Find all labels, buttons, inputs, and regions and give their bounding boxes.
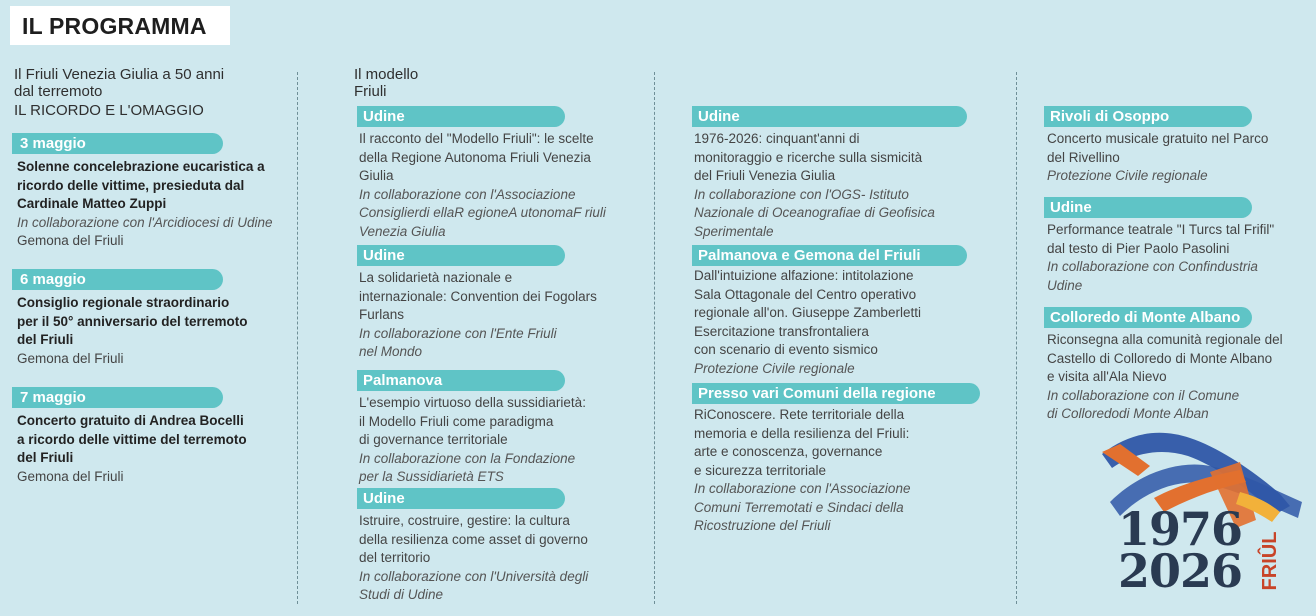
event-block: [692, 106, 992, 241]
event-text: del Rivellino: [1047, 149, 1120, 165]
event-partner: In collaborazione con Confindustria: [1047, 259, 1258, 274]
date-tag: 3 maggio: [12, 133, 223, 154]
column-modello: [354, 66, 634, 100]
page-title: IL PROGRAMMA: [10, 6, 230, 45]
column-divider: [654, 72, 655, 604]
place-tag: Colloredo di Monte Albano: [1044, 307, 1252, 328]
event-text: Giulia: [359, 168, 394, 183]
event-partner: Comuni Terremotati e Sindaci della: [694, 499, 904, 515]
event-text: RiConoscere. Rete territoriale della: [694, 407, 905, 422]
event-partner: Udine: [1047, 277, 1083, 293]
event-title: ricordo delle vittime, presieduta dal: [17, 177, 245, 193]
event-partner: In collaborazione con l'OGS- Istituto: [694, 186, 909, 202]
event-text: Performance teatrale "I Turcs tal Frifil": [1047, 222, 1275, 237]
event-block: [12, 269, 282, 368]
event-text: del Friuli Venezia Giulia: [694, 168, 836, 183]
event-place: Gemona del Friuli: [17, 233, 124, 248]
anniversary-logo: [1090, 432, 1316, 611]
event-text: il Modello Friuli come paradigma: [359, 413, 554, 429]
intro-line: Il modello: [354, 66, 419, 83]
event-text: Sala Ottagonale del Centro operativo: [694, 286, 917, 302]
event-partner: Venezia Giulia: [359, 223, 446, 239]
section-subtitle: IL RICORDO E L'OMAGGIO: [14, 102, 204, 119]
event-text: arte e conoscenza, governance: [694, 444, 883, 459]
event-text: del territorio: [359, 550, 431, 565]
event-block: [692, 245, 992, 378]
event-block: [12, 133, 282, 251]
event-partner: Studi di Udine: [359, 587, 444, 602]
place-tag: Udine: [692, 106, 967, 127]
place-tag: Presso vari Comuni della regione: [692, 383, 980, 404]
event-title: Consiglio regionale straordinario: [17, 295, 230, 310]
event-text: Istruire, costruire, gestire: la cultura: [359, 513, 570, 528]
event-text: di governance territoriale: [359, 432, 508, 447]
event-text: 1976-2026: cinquant'anni di: [694, 131, 860, 146]
event-title: Solenne concelebrazione eucaristica a: [17, 159, 265, 174]
event-block: [1044, 106, 1309, 186]
event-partner: In collaborazione con l'Ente Friuli: [359, 325, 557, 341]
event-partner: In collaborazione con l'Arcidiocesi di Udine: [17, 214, 273, 230]
year-start: 1976: [1118, 502, 1243, 556]
event-block: [357, 370, 642, 487]
event-partner: In collaborazione con la Fondazione: [359, 450, 576, 466]
event-text: Furlans: [359, 307, 405, 322]
friul-wordmark: FRIÛL: [1259, 531, 1281, 591]
event-text: Dall'intuizione alfazione: intitolazione: [694, 268, 914, 283]
event-partner: In collaborazione con l'Università degli: [359, 568, 589, 584]
column-intro: [354, 66, 634, 100]
event-partner: di Colloredodi Monte Alban: [1047, 406, 1209, 421]
place-tag: Udine: [357, 488, 565, 509]
event-text: Riconsegna alla comunità regionale del: [1047, 332, 1283, 347]
event-partner: nel Mondo: [359, 344, 423, 359]
event-text: Castello di Colloredo di Monte Albano: [1047, 350, 1273, 366]
column-divider: [1016, 72, 1017, 604]
event-partner: Ricostruzione del Friuli: [694, 518, 831, 533]
place-tag: Rivoli di Osoppo: [1044, 106, 1252, 127]
intro-line: dal terremoto: [14, 83, 103, 100]
event-partner: In collaborazione con l'Associazione: [694, 481, 911, 496]
date-tag: 6 maggio: [12, 269, 223, 290]
event-title: Cardinale Matteo Zuppi: [17, 196, 167, 211]
event-text: L'esempio virtuoso della sussidiarietà:: [359, 395, 586, 410]
place-tag: Palmanova: [357, 370, 565, 391]
event-partner: Nazionale di Oceanografiae di Geofisica: [694, 205, 935, 220]
column-intro: [14, 66, 284, 100]
event-text: monitoraggio e ricerche sulla sismicità: [694, 149, 923, 165]
event-text: e sicurezza territoriale: [694, 462, 827, 478]
event-title: a ricordo delle vittime del terremoto: [17, 431, 247, 447]
event-partner: In collaborazione con l'Associazione: [359, 186, 576, 202]
event-partner: In collaborazione con il Comune: [1047, 387, 1240, 403]
column-divider: [297, 72, 298, 604]
event-title: per il 50° anniversario del terremoto: [17, 313, 248, 329]
event-partner: Protezione Civile regionale: [1047, 168, 1208, 183]
event-text: Il racconto del "Modello Friuli": le scelte: [359, 131, 594, 146]
place-tag: Udine: [357, 245, 565, 266]
event-block: [357, 488, 642, 605]
event-text: con scenario di evento sismico: [694, 342, 878, 357]
place-tag: Udine: [1044, 197, 1252, 218]
event-title: Concerto gratuito di Andrea Bocelli: [17, 413, 244, 428]
event-block: [1044, 197, 1309, 295]
event-title: del Friuli: [17, 332, 74, 347]
event-text: della resilienza come asset di governo: [359, 531, 588, 547]
event-title: del Friuli: [17, 450, 74, 465]
event-text: memoria e della resilienza del Friuli:: [694, 425, 910, 441]
intro-line: Friuli: [354, 83, 387, 100]
year-end: 2026: [1118, 544, 1243, 598]
event-text: La solidarietà nazionale e: [359, 270, 513, 285]
date-tag: 7 maggio: [12, 387, 223, 408]
event-text: della Regione Autonoma Friuli Venezia: [359, 149, 591, 165]
event-block: [692, 383, 992, 536]
event-partner: Protezione Civile regionale: [694, 360, 855, 376]
event-place: Gemona del Friuli: [17, 350, 124, 366]
event-partner: Sperimentale: [694, 223, 774, 239]
event-place: Gemona del Friuli: [17, 468, 124, 484]
event-text: e visita all'Ala Nievo: [1047, 369, 1167, 384]
intro-line: Il Friuli Venezia Giulia a 50 anni: [14, 66, 225, 83]
place-tag: Palmanova e Gemona del Friuli: [692, 245, 967, 266]
event-text: regionale all'on. Giuseppe Zamberletti: [694, 305, 921, 320]
event-block: [357, 245, 642, 362]
column-ricordo: [14, 66, 284, 120]
event-block: [12, 387, 282, 486]
place-tag: Udine: [357, 106, 565, 127]
event-partner: per la Sussidiarietà ETS: [359, 469, 504, 484]
event-text: internazionale: Convention dei Fogolars: [359, 288, 597, 304]
event-text: dal testo di Pier Paolo Pasolini: [1047, 240, 1230, 256]
event-block: [1044, 307, 1309, 424]
event-text: Esercitazione transfrontaliera: [694, 323, 869, 339]
event-block: [357, 106, 642, 241]
event-text: Concerto musicale gratuito nel Parco: [1047, 131, 1269, 146]
event-partner: Consiglierdi ellaR egioneA utonomaF riuli: [359, 205, 606, 220]
